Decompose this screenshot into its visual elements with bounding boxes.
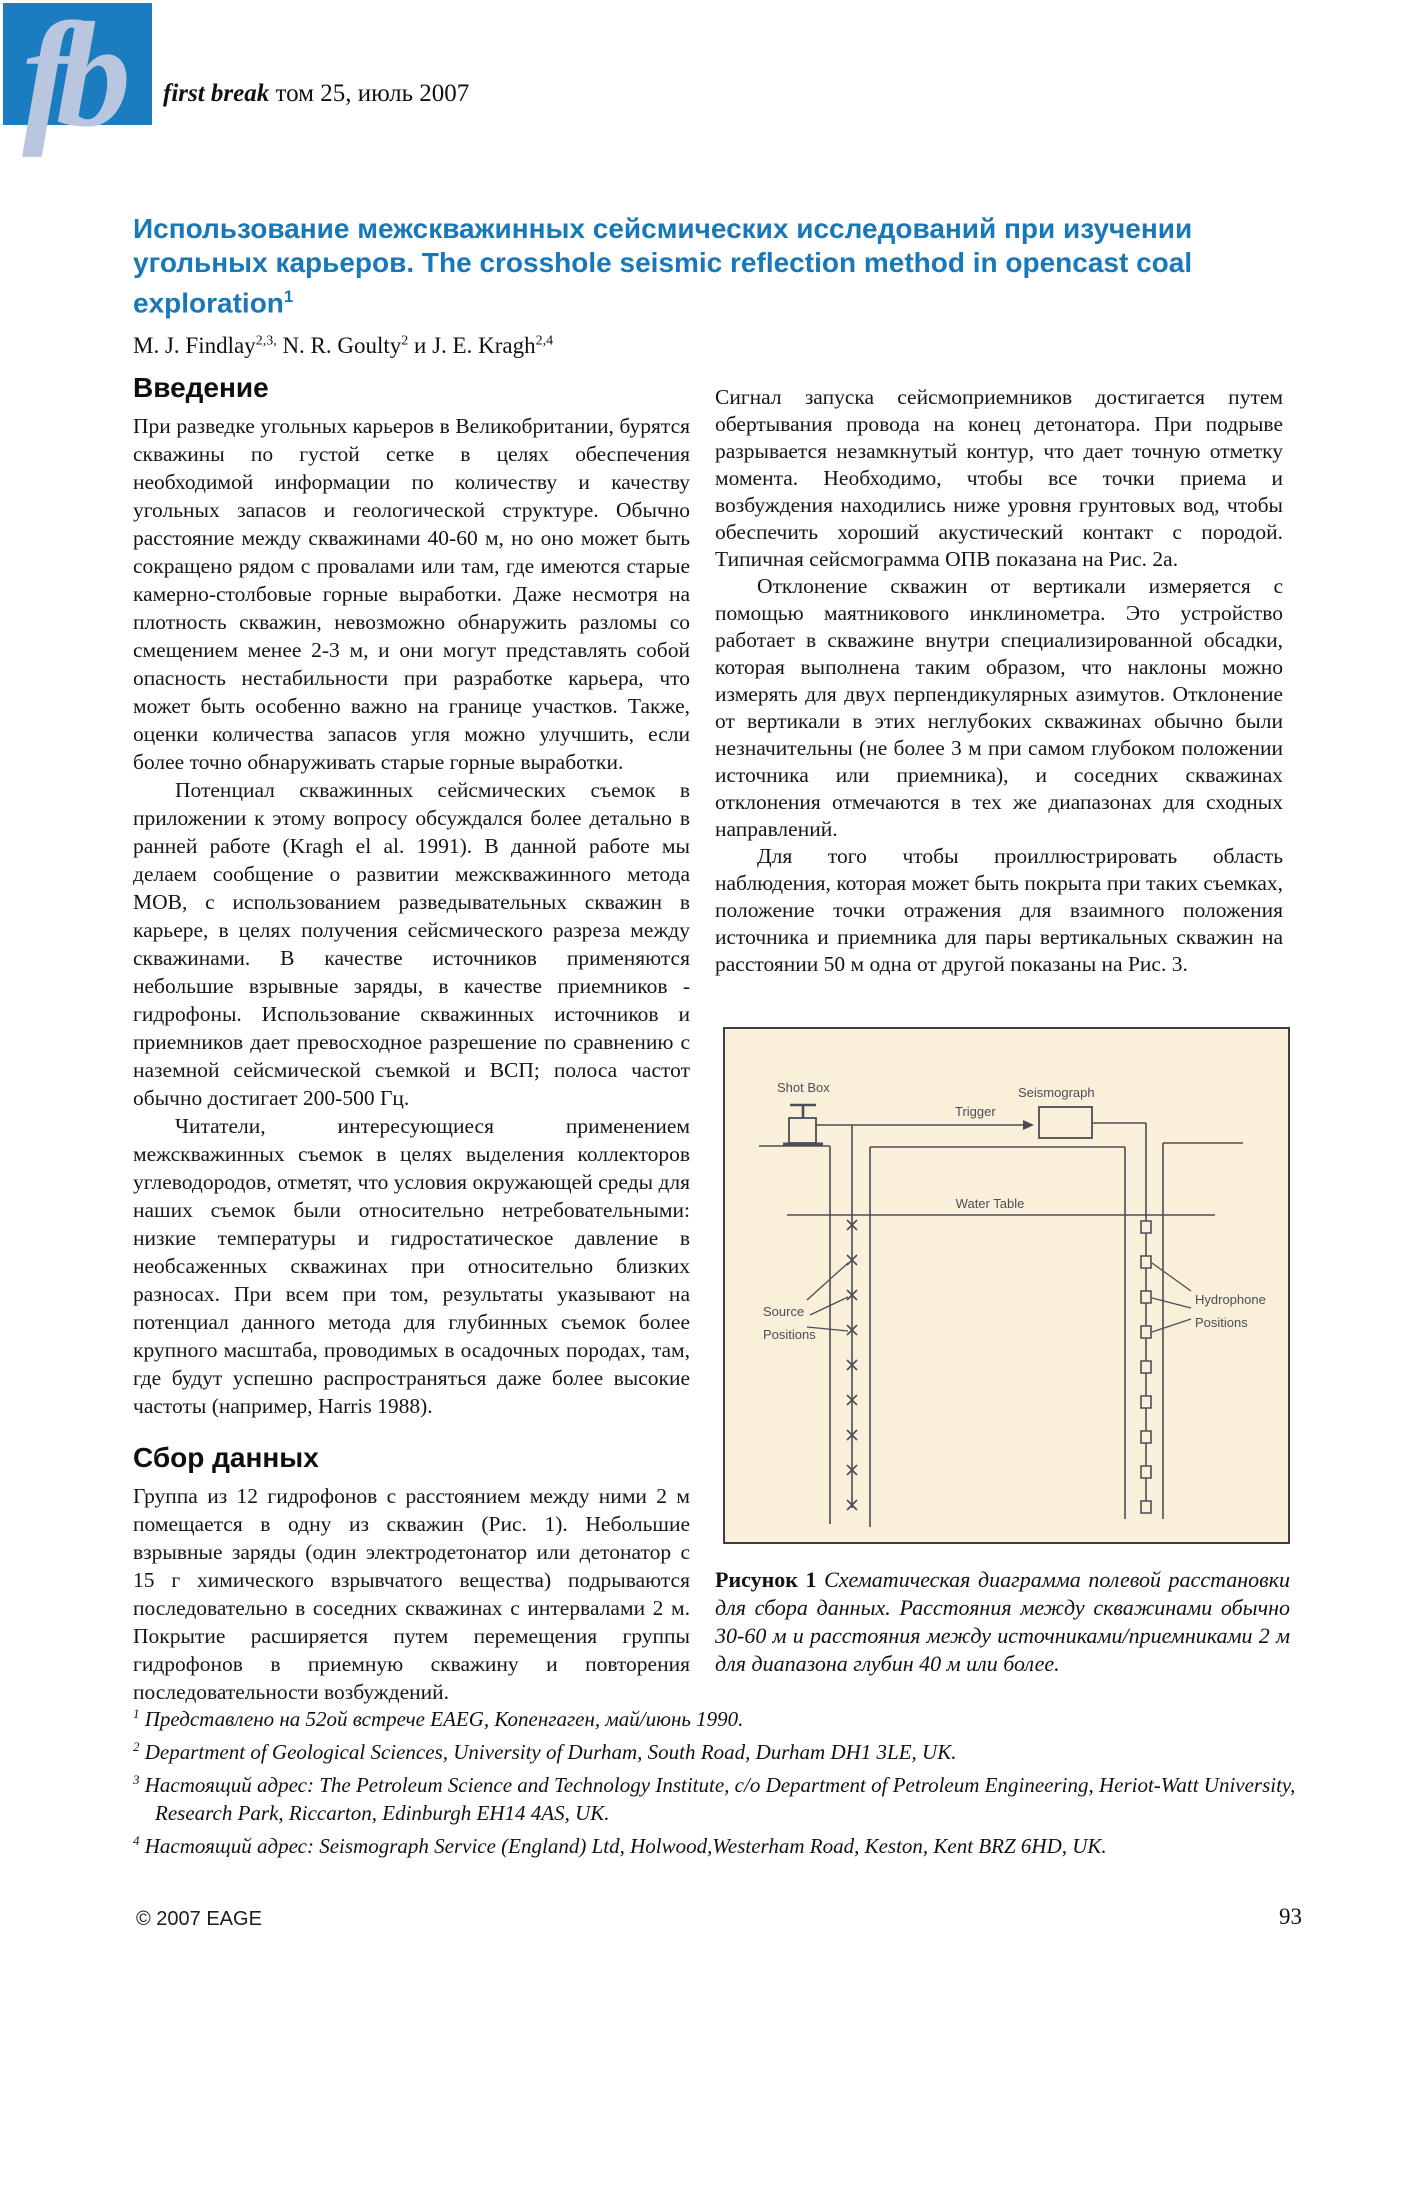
- shot-box-handle: [790, 1105, 816, 1118]
- right-paragraph-3: Для того чтобы проиллюстрировать область наблюдения, которая может быть покрыта при таких съемках, положение точки отражения для взаимного положения источника и приемника для пары вертикальных скважин на расстоянии 50 м одна от другой показаны на Рис. 3.: [715, 844, 1283, 976]
- source-label-pointers: [807, 1263, 848, 1331]
- journal-header: [163, 80, 469, 108]
- right-column: [715, 384, 1283, 978]
- issue-info: том 25, июль 2007: [269, 80, 470, 107]
- section-heading-data-acquisition: Сбор данных: [133, 1442, 319, 1473]
- hydrophone-cable: [1092, 1123, 1146, 1511]
- author-2: N. R. Goulty: [276, 333, 402, 358]
- section-heading-introduction: Введение: [133, 372, 269, 403]
- page-number: 93: [1279, 1904, 1302, 1929]
- author-1-affiliations: 2,3,: [255, 333, 277, 349]
- right-paragraph-2: Отклонение скважин от вертикали измеряется с помощью маятникового инклинометра. Это устройство работает в скважине внутри специализированной обсадки, которая выполнена таким образом, что наклоны можно измерять для двух перпендикулярных азимутов. Отклонение от вертикали в этих неглубоких скважинах обычно были незначительны (не более 3 м при самом глубоком положении источника или приемника), и соседних скважинах отклонения отмечаются в тех же диапазонах для сходных направлений.: [715, 574, 1283, 841]
- seismograph-label: Seismograph: [1018, 1085, 1095, 1100]
- shot-box-label: Shot Box: [777, 1080, 830, 1095]
- crosshole-survey-schematic: [725, 1029, 1288, 1542]
- hydrophone-position-markers: [1141, 1221, 1151, 1513]
- intro-paragraph-2: Потенциал скважинных сейсмических съемок в приложении к этому вопросу обсуждался более детально в ранней работе (Kragh el al. 1991). В данной работе мы делаем сообщение о развитии межскважинного метода МОВ, с использованием разведывательных скважин в карьере, в целях получения сейсмического разреза между скважинами. В качестве источников применяются небольшие взрывные заряды, в качестве приемников - гидрофоны. Использование скважинных источников и приемников дает превосходное разрешение по сравнению с наземной сейсмической съемкой и ВСП; полоса частот обычно достигает 200-500 Гц.: [133, 778, 690, 1110]
- hydrophone-positions-label-line2: Positions: [1195, 1315, 1248, 1330]
- source-positions-label-line2: Positions: [763, 1327, 816, 1342]
- ground-surface-right: [1163, 1143, 1243, 1519]
- trigger-label: Trigger: [955, 1104, 996, 1119]
- author-list: [133, 333, 553, 359]
- intro-paragraph-3: Читатели, интересующиеся применением межскважинных съемок в целях выделения коллекторов углеводородов, отметят, что условия окружающей среды для наших съемок были относительно нетребовательными: низкие температуры и гидростатическое давление в необсаженных скважинах при относительно близких разносах. При всем при том, результаты указывают на потенциал данного метода для глубинных съемок более крупного масштаба, проводимых в осадочных породах, там, где будут успешно распространяться даже более высокие частоты (например, Harris 1988).: [133, 1114, 690, 1418]
- data-acquisition-paragraph: Группа из 12 гидрофонов с расстоянием между ними 2 м помещается в одну из скважин (Рис. 1). Небольшие взрывные заряды (один электродетонатор или детонатор с 15 г химического взрывчатого вещества) подрываются последовательно в соседних скважинах с интервалами 2 м. Покрытие расширяется путем перемещения группы гидрофонов в приемную скважину и повторения последовательности возбуждений.: [133, 1484, 690, 1704]
- intro-paragraph-1: При разведке угольных карьеров в Великобритании, бурятся скважины по густой сетке в целях обеспечения необходимой информации по количеству и качеству угольных запасов и геологической структуре. Обычно расстояние между скважинами 40-60 м, но оно может быть сокращено рядом с провалами или там, где имеются старые камерно-столбовые горные выработки. Даже несмотря на плотность скважин, невозможно обнаружить разломы со смещением менее 2-3 м, и они могут представлять собой опасность нестабильности при разработке карьера, что может быть особенно важно на границе участков. Также, оценки количества запасов угля можно улучшить, если более точно обнаруживать старые горные выработки.: [133, 414, 690, 774]
- trigger-arrowhead: [1023, 1120, 1034, 1130]
- author-3: и J. E. Kragh: [408, 333, 536, 358]
- copyright-notice: © 2007 EAGE: [136, 1908, 262, 1930]
- journal-title: first break: [163, 80, 270, 107]
- footnote-3: $^3$ Настоящий адрес: The Petroleum Science and Technology Institute, c/o Department of Petroleum Engineering, Heriot-Watt University, Research Park, Riccarton, Edinburgh EH14 4AS, UK.: [133, 1772, 1296, 1825]
- figure-1-caption: [715, 1566, 1290, 1678]
- fb-logo-letters: fb: [22, 0, 115, 158]
- figure-1-diagram: [723, 1027, 1290, 1544]
- hydrophone-label-pointers: [1152, 1263, 1191, 1332]
- footnotes: [133, 1700, 1339, 1860]
- article-title: [133, 212, 1253, 320]
- title-line-2: угольных карьеров. The crosshole seismic reflection method in opencast coal: [133, 247, 1193, 278]
- hydrophone-positions-label-line1: Hydrophone: [1195, 1292, 1266, 1307]
- footnote-2: $^2$ Department of Geological Sciences, University of Durham, South Road, Durham DH1 3LE, UK.: [133, 1739, 957, 1764]
- footnote-1: $^1$ Представлено на 52ой встрече EAEG, Копенгаген, май/июнь 1990.: [133, 1706, 744, 1731]
- footnote-4: $^4$ Настоящий адрес: Seismograph Service (England) Ltd, Holwood,Westerham Road, Keston, Kent BRZ 6HD, UK.: [133, 1833, 1107, 1858]
- figure-1-caption-label: Рисунок 1: [715, 1567, 817, 1592]
- seismograph-symbol: [1039, 1107, 1092, 1138]
- water-table-label: Water Table: [955, 1196, 1025, 1211]
- shot-box-symbol: [789, 1118, 816, 1143]
- right-paragraph-1: Сигнал запуска сейсмоприемников достигается путем обертывания провода на конец детонатора. При подрыве разрывается незамкнутый контур, что дает точную отметку момента. Необходимо, чтобы все точки приема и возбуждения находились ниже уровня грунтовых вод, чтобы обеспечить хороший акустический контакт с породой. Типичная сейсмограмма ОПВ показана на Рис. 2а.: [715, 385, 1283, 571]
- title-line-1: Использование межскважинных сейсмических исследований при изучении: [133, 213, 1193, 244]
- figure-1-caption-text: Схематическая диаграмма полевой расстановки для сбора данных. Расстояния между скважинами обычно 30-60 м и расстояния между источниками/приемниками 2 м для диапазона глубин 40 м или более.: [715, 1567, 1290, 1676]
- source-positions-label-line1: Source: [763, 1304, 805, 1319]
- title-footnote-marker: 1: [283, 287, 294, 306]
- author-3-affiliations: 2,4: [535, 333, 554, 349]
- author-1: M. J. Findlay: [133, 333, 256, 358]
- author-2-affiliations: 2: [401, 333, 409, 349]
- title-line-3: exploration$^1$: [133, 287, 294, 319]
- left-column: [133, 372, 690, 1706]
